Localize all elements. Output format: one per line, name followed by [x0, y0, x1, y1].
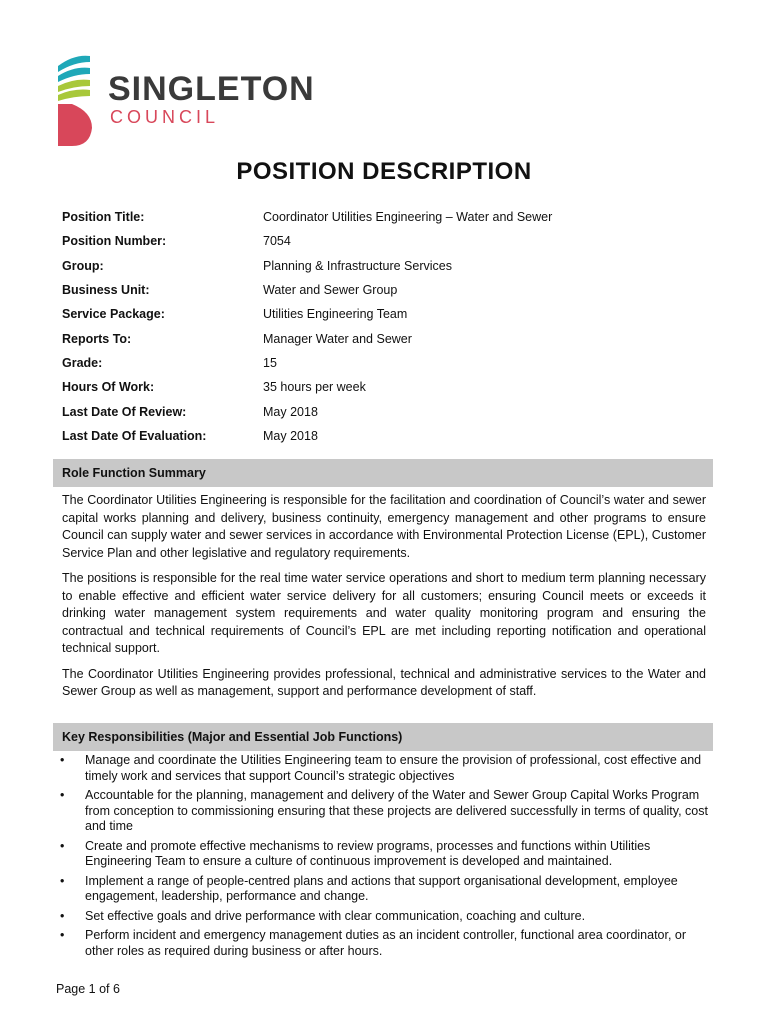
- detail-label: Reports To:: [62, 331, 132, 346]
- detail-label: Position Title:: [62, 210, 145, 225]
- detail-value: Planning & Infrastructure Services: [263, 258, 452, 273]
- detail-value: Water and Sewer Group: [263, 283, 398, 298]
- logo-word-singleton: SINGLETON: [108, 70, 315, 108]
- summary-paragraph: The positions is responsible for the real time water service operations and short to medium term planning necessary to enable effective and efficient water service delivery for all customers; ensuring Council meets or exceeds it drinking water management system requirements and water quality monitoring program and ensuring the contractual and technical requirements of Council’s EPL are met including reporting notification and operational technical support.: [62, 571, 706, 655]
- detail-row: [62, 351, 712, 375]
- role-function-summary-header: Role Function Summary: [53, 459, 713, 487]
- detail-row: [62, 375, 712, 399]
- detail-label: Position Number:: [62, 234, 167, 249]
- list-item: [60, 788, 710, 835]
- detail-value: 35 hours per week: [263, 380, 366, 395]
- detail-label: Grade:: [62, 355, 103, 370]
- page-number: Page 1 of 6: [56, 982, 120, 996]
- list-item-text: Accountable for the planning, management and delivery of the Water and Sewer Group Capital Works Program from conception to commissioning ensuring that these projects are delivered successfully in terms of quality, cost and time: [85, 788, 708, 833]
- logo-mark-icon: [56, 52, 96, 148]
- logo-word-council: COUNCIL: [110, 107, 220, 127]
- detail-value: 15: [263, 355, 277, 370]
- list-item: [60, 839, 710, 870]
- detail-row: [62, 424, 712, 448]
- detail-label: Hours Of Work:: [62, 380, 155, 395]
- role-function-summary-body: [62, 492, 706, 709]
- list-item: [60, 909, 710, 925]
- list-item-text: Perform incident and emergency management duties as an incident controller, functional area coordinator, or other roles as required during business or after hours.: [85, 928, 687, 958]
- detail-row: [62, 302, 712, 326]
- bullet-icon: •: [60, 908, 65, 923]
- bullet-icon: •: [60, 753, 65, 767]
- list-item: [60, 928, 710, 959]
- list-item-text: Set effective goals and drive performance with clear communication, coaching and culture.: [85, 908, 586, 923]
- detail-value: 7054: [263, 234, 291, 249]
- summary-paragraph: The Coordinator Utilities Engineering provides professional, technical and administrative services to the Water and Sewer Group as well as management, support and performance development of staff.: [62, 666, 706, 698]
- detail-row: [62, 326, 712, 350]
- bullet-icon: •: [60, 788, 65, 802]
- list-item-text: Manage and coordinate the Utilities Engineering team to ensure the provision of professional, cost effective and timely work and services that support Council’s strategic objectives: [85, 753, 702, 783]
- bullet-icon: •: [60, 838, 65, 853]
- detail-value: Utilities Engineering Team: [263, 307, 408, 322]
- list-item-text: Create and promote effective mechanisms to review programs, processes and functions within Utilities Engineering Team to ensure a culture of continuous improvement is developed and maintained.: [85, 838, 651, 868]
- detail-row: [62, 205, 712, 229]
- detail-value: Manager Water and Sewer: [263, 331, 412, 346]
- singleton-council-logo: [56, 52, 316, 152]
- detail-row: [62, 278, 712, 302]
- list-item: [60, 874, 710, 905]
- list-item: [60, 753, 710, 784]
- detail-value: May 2018: [263, 404, 318, 419]
- detail-row: [62, 399, 712, 423]
- detail-label: Business Unit:: [62, 283, 150, 298]
- detail-label: Group:: [62, 258, 104, 273]
- key-responsibilities-list: [60, 753, 710, 963]
- bullet-icon: •: [60, 873, 65, 888]
- summary-paragraph: The Coordinator Utilities Engineering is responsible for the facilitation and coordination of Council’s water and sewer capital works planning and delivery, business continuity, emergency management and other programs to ensure Council can supply water and sewer services in accordance with Environmental Protection License (EPL), Customer Service Plan and other legislative and regulatory requirements.: [62, 493, 706, 560]
- position-details-table: [62, 205, 712, 448]
- detail-value: Coordinator Utilities Engineering – Water and Sewer: [263, 210, 553, 225]
- detail-label: Service Package:: [62, 307, 165, 322]
- detail-label: Last Date Of Review:: [62, 404, 187, 419]
- document-title: POSITION DESCRIPTION: [236, 158, 532, 185]
- detail-row: [62, 229, 712, 253]
- key-responsibilities-header: Key Responsibilities (Major and Essential Job Functions): [53, 723, 713, 751]
- detail-row: [62, 254, 712, 278]
- bullet-icon: •: [60, 928, 65, 942]
- detail-value: May 2018: [263, 428, 318, 443]
- list-item-text: Implement a range of people-centred plans and actions that support organisational development, employee engagement, leadership, performance and change.: [85, 873, 678, 903]
- detail-label: Last Date Of Evaluation:: [62, 428, 207, 443]
